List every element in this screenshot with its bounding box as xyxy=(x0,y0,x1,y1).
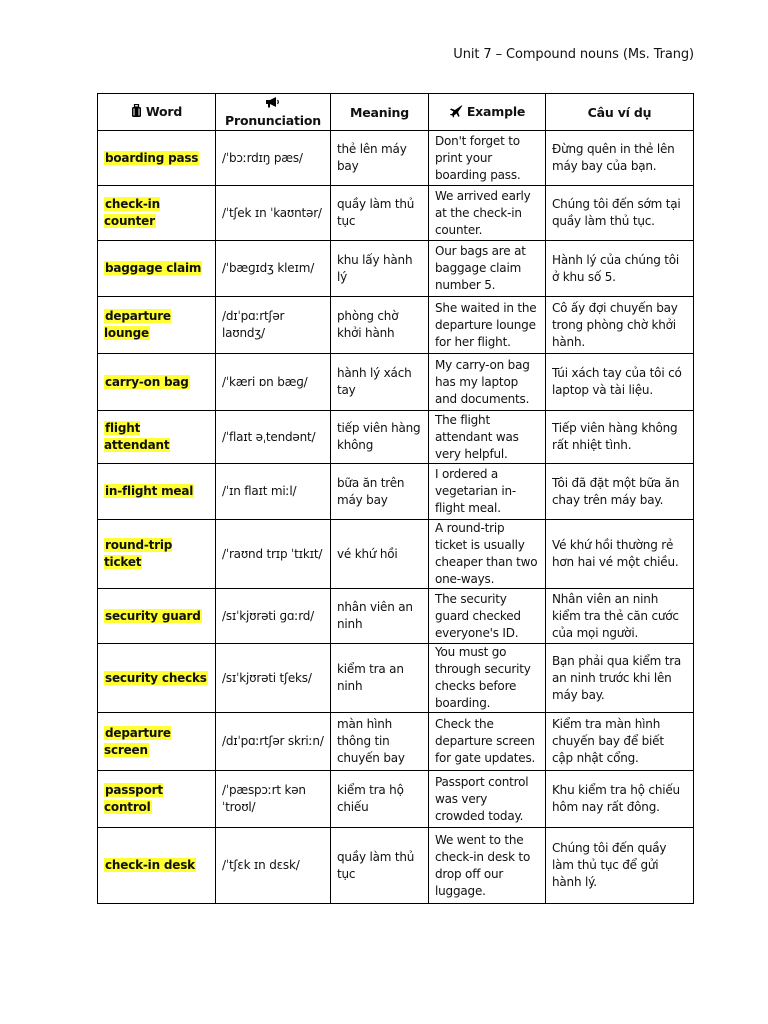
meaning-cell xyxy=(331,589,429,644)
example-cell xyxy=(429,828,546,904)
vietnamese-cell-text: Đừng quên in thẻ lên máy bay của bạn. xyxy=(552,142,675,173)
vietnamese-cell xyxy=(546,828,694,904)
meaning-cell xyxy=(331,644,429,713)
example-cell-text: Check the departure screen for gate updates. xyxy=(435,717,536,765)
example-cell-text: You must go through security checks before boarding. xyxy=(435,645,531,710)
vietnamese-cell-text: Nhân viên an ninh kiểm tra thẻ căn cước của mọi người. xyxy=(552,591,679,640)
meaning-cell-text: kiểm tra an ninh xyxy=(337,662,404,693)
table-row xyxy=(98,297,694,354)
word-cell xyxy=(98,589,216,644)
example-cell xyxy=(429,713,546,771)
table-row xyxy=(98,464,694,520)
pronunciation-cell-text: /sɪˈkjʊrəti tʃeks/ xyxy=(222,670,312,685)
meaning-cell-text: kiểm tra hộ chiếu xyxy=(337,783,404,814)
pronunciation-cell-text: /ˈraʊnd trɪp ˈtɪkɪt/ xyxy=(222,546,323,561)
pronunciation-cell-text: /ˈbɔːrdɪŋ pæs/ xyxy=(222,150,303,165)
example-cell xyxy=(429,186,546,241)
pronunciation-cell xyxy=(216,131,331,186)
meaning-cell xyxy=(331,131,429,186)
word-highlight: in-flight meal xyxy=(105,484,194,498)
word-highlight: carry-on bag xyxy=(105,374,189,389)
pronunciation-cell-text: /ˈkæri ɒn bæɡ/ xyxy=(222,374,308,389)
pronunciation-cell-text: /ˈtʃek ɪn ˈkaʊntər/ xyxy=(222,205,322,220)
example-cell xyxy=(429,644,546,713)
meaning-cell-text: nhân viên an ninh xyxy=(337,600,413,631)
vietnamese-cell-text: Chúng tôi đến quầy làm thủ tục để gửi hành lý. xyxy=(552,841,667,889)
header-example xyxy=(429,94,546,131)
word-cell xyxy=(98,186,216,241)
table-row xyxy=(98,354,694,411)
word-cell xyxy=(98,464,216,520)
meaning-cell-text: khu lấy hành lý xyxy=(337,252,413,284)
vietnamese-cell xyxy=(546,131,694,186)
pronunciation-cell-text: /sɪˈkjʊrəti ɡɑːrd/ xyxy=(222,608,314,623)
example-cell-text: We arrived early at the check-in counter. xyxy=(435,188,531,237)
word-cell xyxy=(98,771,216,828)
vietnamese-cell-text: Kiểm tra màn hình chuyến bay để biết cập nhật cổng. xyxy=(552,717,664,765)
example-cell xyxy=(429,589,546,644)
word-highlight: check-in counter xyxy=(104,197,160,228)
word-cell xyxy=(98,411,216,464)
pronunciation-cell xyxy=(216,520,331,589)
word-cell xyxy=(98,131,216,186)
vietnamese-cell-text: Vé khứ hồi thường rẻ hơn hai vé một chiều. xyxy=(552,538,679,569)
example-cell xyxy=(429,131,546,186)
megaphone-icon xyxy=(265,95,281,112)
example-cell xyxy=(429,241,546,297)
vietnamese-cell xyxy=(546,589,694,644)
pronunciation-cell xyxy=(216,186,331,241)
word-cell xyxy=(98,297,216,354)
pronunciation-cell xyxy=(216,713,331,771)
meaning-cell xyxy=(331,713,429,771)
table-row xyxy=(98,186,694,241)
vietnamese-cell-text: Tôi đã đặt một bữa ăn chay trên máy bay. xyxy=(552,475,680,507)
header-pronunciation xyxy=(216,94,331,131)
pronunciation-cell xyxy=(216,354,331,411)
header-pronunciation-label: Pronunciation xyxy=(225,113,321,128)
word-highlight: departure lounge xyxy=(104,309,171,340)
vietnamese-cell xyxy=(546,713,694,771)
word-highlight: round-trip ticket xyxy=(104,538,173,569)
meaning-cell-text: phòng chờ khởi hành xyxy=(337,309,399,340)
word-cell xyxy=(98,520,216,589)
word-highlight: flight attendant xyxy=(104,421,170,452)
table-row xyxy=(98,411,694,464)
meaning-cell xyxy=(331,411,429,464)
word-highlight: security checks xyxy=(105,670,207,685)
vietnamese-cell xyxy=(546,297,694,354)
pronunciation-cell xyxy=(216,464,331,520)
luggage-icon xyxy=(131,104,142,122)
header-word xyxy=(98,94,216,131)
header-word-label: Word xyxy=(145,103,183,119)
meaning-cell xyxy=(331,297,429,354)
meaning-cell-text: màn hình thông tin chuyến bay xyxy=(337,717,405,765)
vietnamese-cell-text: Túi xách tay của tôi có laptop và tài liệu. xyxy=(552,366,682,397)
meaning-cell xyxy=(331,241,429,297)
example-cell-text: The flight attendant was very helpful. xyxy=(435,412,519,461)
page-header: Unit 7 – Compound nouns (Ms. Trang) xyxy=(453,47,694,62)
example-cell-text: Passport control was very crowded today. xyxy=(435,774,529,823)
pronunciation-cell xyxy=(216,297,331,354)
word-cell xyxy=(98,828,216,904)
vietnamese-cell-text: Chúng tôi đến sớm tại quầy làm thủ tục. xyxy=(552,197,681,228)
header-vietnamese xyxy=(546,94,694,131)
airplane-icon xyxy=(449,104,463,122)
vietnamese-cell xyxy=(546,644,694,713)
vietnamese-cell xyxy=(546,241,694,297)
meaning-cell xyxy=(331,771,429,828)
example-cell-text: The security guard checked everyone's ID. xyxy=(435,591,521,640)
example-cell xyxy=(429,411,546,464)
example-cell-text: I ordered a vegetarian in-flight meal. xyxy=(435,467,517,515)
vietnamese-cell xyxy=(546,186,694,241)
example-cell xyxy=(429,520,546,589)
word-cell xyxy=(98,354,216,411)
pronunciation-cell xyxy=(216,644,331,713)
vietnamese-cell-text: Bạn phải qua kiểm tra an ninh trước khi lên máy bay. xyxy=(552,653,682,702)
header-vietnamese-label: Câu ví dụ xyxy=(587,104,652,120)
word-highlight: passport control xyxy=(104,783,163,814)
table-row xyxy=(98,589,694,644)
pronunciation-cell xyxy=(216,589,331,644)
word-cell xyxy=(98,713,216,771)
meaning-cell-text: vé khứ hồi xyxy=(337,546,398,561)
table-row xyxy=(98,828,694,904)
vocabulary-table xyxy=(97,93,694,904)
table-row xyxy=(98,131,694,186)
pronunciation-cell xyxy=(216,771,331,828)
example-cell-text: Don't forget to print your boarding pass. xyxy=(435,133,521,182)
vietnamese-cell xyxy=(546,771,694,828)
meaning-cell xyxy=(331,464,429,520)
pronunciation-cell xyxy=(216,241,331,297)
example-cell xyxy=(429,297,546,354)
vietnamese-cell-text: Hành lý của chúng tôi ở khu số 5. xyxy=(552,252,680,284)
word-cell xyxy=(98,644,216,713)
pronunciation-cell-text: /ˈflaɪt əˌtendənt/ xyxy=(222,429,316,444)
pronunciation-cell-text: /ˈpæspɔːrt kənˈtroʊl/ xyxy=(222,783,306,814)
vietnamese-cell xyxy=(546,354,694,411)
pronunciation-cell-text: /ˈɪn flaɪt miːl/ xyxy=(222,484,297,498)
header-meaning xyxy=(331,94,429,131)
header-meaning-label: Meaning xyxy=(350,104,409,120)
vietnamese-cell xyxy=(546,411,694,464)
pronunciation-cell-text: /ˈbæɡɪdʒ kleɪm/ xyxy=(222,261,315,275)
vietnamese-cell-text: Cô ấy đợi chuyến bay trong phòng chờ khởi hành. xyxy=(552,300,678,349)
example-cell xyxy=(429,464,546,520)
vietnamese-cell xyxy=(546,520,694,589)
vietnamese-cell xyxy=(546,464,694,520)
meaning-cell xyxy=(331,828,429,904)
example-cell-text: We went to the check-in desk to drop off our luggage. xyxy=(435,832,531,898)
table-row xyxy=(98,771,694,828)
example-cell-text: My carry-on bag has my laptop and documents. xyxy=(435,357,530,406)
header-example-label: Example xyxy=(466,103,526,119)
pronunciation-cell xyxy=(216,828,331,904)
word-highlight: boarding pass xyxy=(105,150,199,165)
meaning-cell xyxy=(331,354,429,411)
example-cell-text: Our bags are at baggage claim number 5. xyxy=(435,244,526,292)
table-row xyxy=(98,241,694,297)
meaning-cell-text: thẻ lên máy bay xyxy=(337,142,407,173)
word-cell xyxy=(98,241,216,297)
meaning-cell xyxy=(331,186,429,241)
pronunciation-cell-text: /dɪˈpɑːrtʃər skriːn/ xyxy=(222,734,324,748)
meaning-cell-text: quầy làm thủ tục xyxy=(337,849,415,881)
vietnamese-cell-text: Tiếp viên hàng không rất nhiệt tình. xyxy=(552,421,678,452)
word-highlight: security guard xyxy=(105,608,201,623)
table-row xyxy=(98,713,694,771)
example-cell xyxy=(429,354,546,411)
meaning-cell-text: hành lý xách tay xyxy=(337,366,412,397)
pronunciation-cell xyxy=(216,411,331,464)
pronunciation-cell-text: /dɪˈpɑːrtʃər laʊndʒ/ xyxy=(222,309,285,340)
word-highlight: check-in desk xyxy=(105,858,195,872)
example-cell-text: She waited in the departure lounge for her flight. xyxy=(435,300,537,349)
word-highlight: departure screen xyxy=(104,725,171,757)
meaning-cell-text: tiếp viên hàng không xyxy=(337,421,421,452)
example-cell-text: A round-trip ticket is usually cheaper than two one-ways. xyxy=(435,521,538,586)
meaning-cell-text: quầy làm thủ tục xyxy=(337,197,415,228)
example-cell xyxy=(429,771,546,828)
meaning-cell-text: bữa ăn trên máy bay xyxy=(337,475,405,507)
table-header-row xyxy=(98,94,694,131)
meaning-cell xyxy=(331,520,429,589)
table-row xyxy=(98,520,694,589)
word-highlight: baggage claim xyxy=(105,261,202,275)
vietnamese-cell-text: Khu kiểm tra hộ chiếu hôm nay rất đông. xyxy=(552,783,680,814)
pronunciation-cell-text: /ˈtʃɛk ɪn dɛsk/ xyxy=(222,858,300,872)
table-row xyxy=(98,644,694,713)
